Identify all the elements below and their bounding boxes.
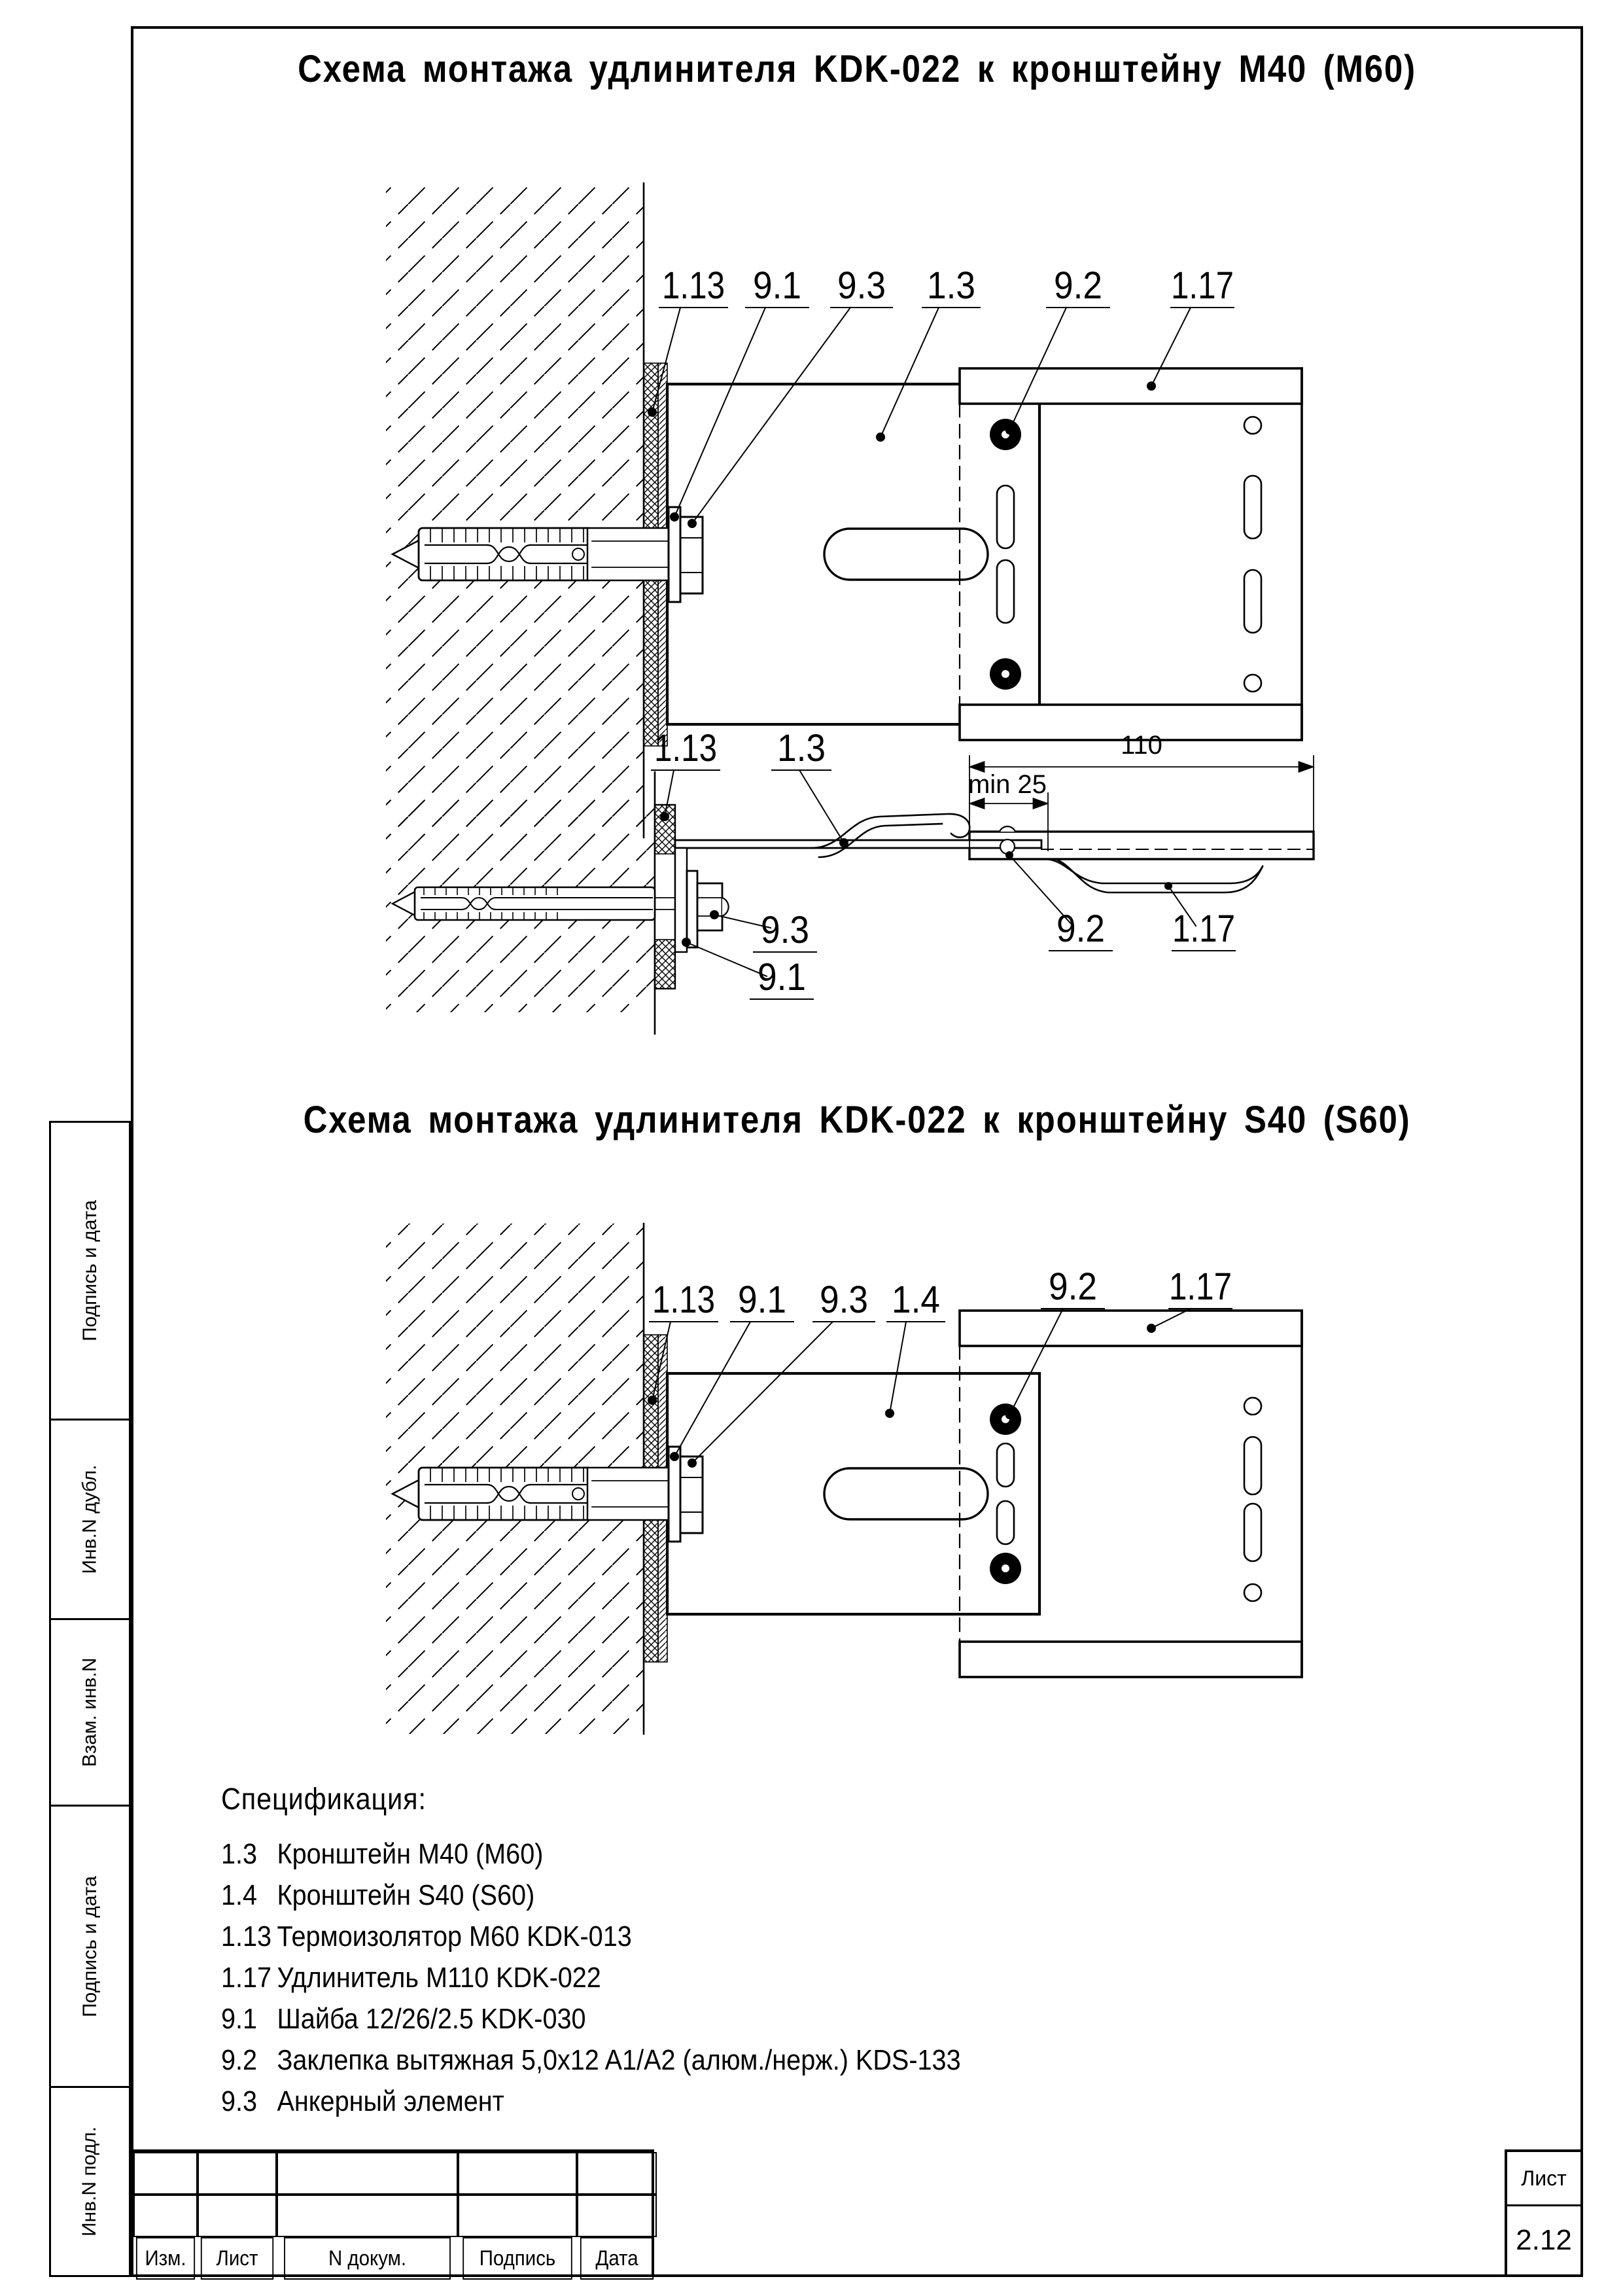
tb-empty-cell [458, 2152, 577, 2195]
label-1-13: 1.13 [652, 1279, 715, 1321]
anchor-nut [697, 883, 722, 930]
sidebar-cell-label: Подпись и дата [79, 1875, 101, 2017]
spec-item [221, 1875, 1281, 1916]
spec-item-text: Удлинитель M110 KDK-022 [277, 1961, 601, 1994]
sheet-label: Лист [1507, 2152, 1580, 2206]
tb-empty-cell [458, 2195, 577, 2237]
tb-empty-cell [133, 2195, 198, 2237]
tb-empty-cell [198, 2195, 277, 2237]
title-m40: Схема монтажа удлинителя KDK-022 к кронштейну M40 (M60) [298, 48, 1416, 90]
label-9-3: 9.3 [761, 909, 809, 951]
dim-110-text: 110 [1121, 731, 1162, 760]
sheet-sidebar [49, 1121, 131, 2277]
diagram-m40-front [386, 183, 1302, 838]
spec-item-text: Кронштейн M40 (M60) [277, 1837, 544, 1870]
spec-item-text: Анкерный элемент [277, 2085, 504, 2117]
tb-col-ndoc: N докум. [284, 2237, 451, 2280]
bolt-end [722, 898, 729, 916]
label-1-17: 1.17 [1169, 1265, 1232, 1308]
label-9-1: 9.1 [753, 264, 801, 307]
sidebar-cell-label: Подпись и дата [79, 1200, 101, 1341]
sheet-number-box [1505, 2149, 1583, 2277]
title-block [131, 2149, 654, 2277]
sidebar-cell-label: Взам. инв.N [79, 1657, 101, 1767]
spec-item-num: 1.13 [221, 1920, 272, 1952]
spec-item [221, 1833, 1281, 1875]
bracket-leg [675, 848, 687, 952]
spec-item-num: 9.1 [221, 2002, 258, 2035]
spec-item [221, 1916, 1281, 1957]
sidebar-cell-vzam-inv [49, 1618, 131, 1805]
tb-empty-cell [198, 2152, 277, 2195]
spec-item-num: 1.4 [221, 1879, 258, 1911]
tb-empty-cell [277, 2152, 458, 2195]
rivet [1000, 839, 1015, 854]
dim-min25-text: min 25 [968, 770, 1047, 799]
spec-item-text: Шайба 12/26/2.5 KDK-030 [277, 2002, 586, 2035]
label-1-17: 1.17 [1172, 908, 1235, 950]
rivet-head [1000, 826, 1015, 832]
label-9-2: 9.2 [1049, 1265, 1097, 1308]
label-9-3: 9.3 [837, 264, 886, 307]
label-9-2: 9.2 [1056, 908, 1105, 950]
label-9-1: 9.1 [738, 1279, 786, 1321]
label-9-2: 9.2 [1054, 264, 1102, 307]
specification [221, 1781, 1399, 2122]
spec-item-num: 1.17 [221, 1961, 272, 1994]
diagram-s40-front [386, 1224, 1302, 1734]
spec-item-num: 1.3 [221, 1837, 258, 1870]
spec-item-num: 9.2 [221, 2043, 258, 2076]
tb-empty-cell [133, 2152, 198, 2195]
sidebar-cell-signature-date-2 [49, 1805, 131, 2086]
spring-clip-bottom [1047, 859, 1263, 883]
spec-item [221, 2040, 1281, 2081]
bracket-plate [675, 840, 1041, 848]
spec-item [221, 2081, 1281, 2122]
spec-item-text: Кронштейн S40 (S60) [277, 1879, 535, 1911]
title-s40: Схема монтажа удлинителя KDK-022 к кронштейну S40 (S60) [303, 1099, 1411, 1141]
bracket-slot [824, 529, 988, 580]
label-1-4: 1.4 [892, 1279, 940, 1321]
wall-hatch [386, 183, 644, 838]
sheet-number: 2.12 [1516, 2224, 1572, 2256]
label-1-17: 1.17 [1171, 264, 1234, 307]
tb-empty-cell [577, 2152, 657, 2195]
label-9-3: 9.3 [820, 1279, 868, 1321]
bracket-slot [824, 1468, 988, 1519]
spec-item-num: 9.3 [221, 2085, 258, 2117]
sidebar-cell-inv-podl [49, 2086, 131, 2277]
sidebar-cell-inv-dupl [49, 1419, 131, 1618]
spec-item [221, 1998, 1281, 2040]
label-1-13: 1.13 [662, 264, 725, 307]
label-9-1: 9.1 [758, 956, 806, 998]
extender-kdk022 [960, 368, 1302, 740]
tb-col-data: Дата [580, 2237, 654, 2280]
label-1-3: 1.3 [927, 264, 975, 307]
spec-item-text: Термоизолятор M60 KDK-013 [277, 1920, 632, 1952]
anchor-assembly [393, 887, 675, 920]
tb-col-list: Лист [201, 2237, 273, 2280]
sidebar-cell-label: Инв.N дубл. [79, 1464, 101, 1574]
label-1-13: 1.13 [654, 727, 717, 769]
label-1-3: 1.3 [777, 727, 826, 769]
extender-kdk022 [960, 1311, 1302, 1677]
spec-item [221, 1957, 1281, 1998]
sidebar-cell-label: Инв.N подл. [79, 2126, 101, 2237]
tb-empty-cell [577, 2195, 657, 2237]
tb-empty-cell [277, 2195, 458, 2237]
tb-col-podpis: Подпись [462, 2237, 572, 2280]
spec-item-text: Заклепка вытяжная 5,0x12 A1/A2 (алюм./нерж.) KDS-133 [277, 2043, 961, 2076]
sidebar-cell-signature-date [49, 1121, 131, 1419]
tb-col-izm: Изм. [136, 2237, 195, 2280]
washer [687, 871, 697, 947]
spec-heading: Спецификация: [221, 1782, 427, 1816]
